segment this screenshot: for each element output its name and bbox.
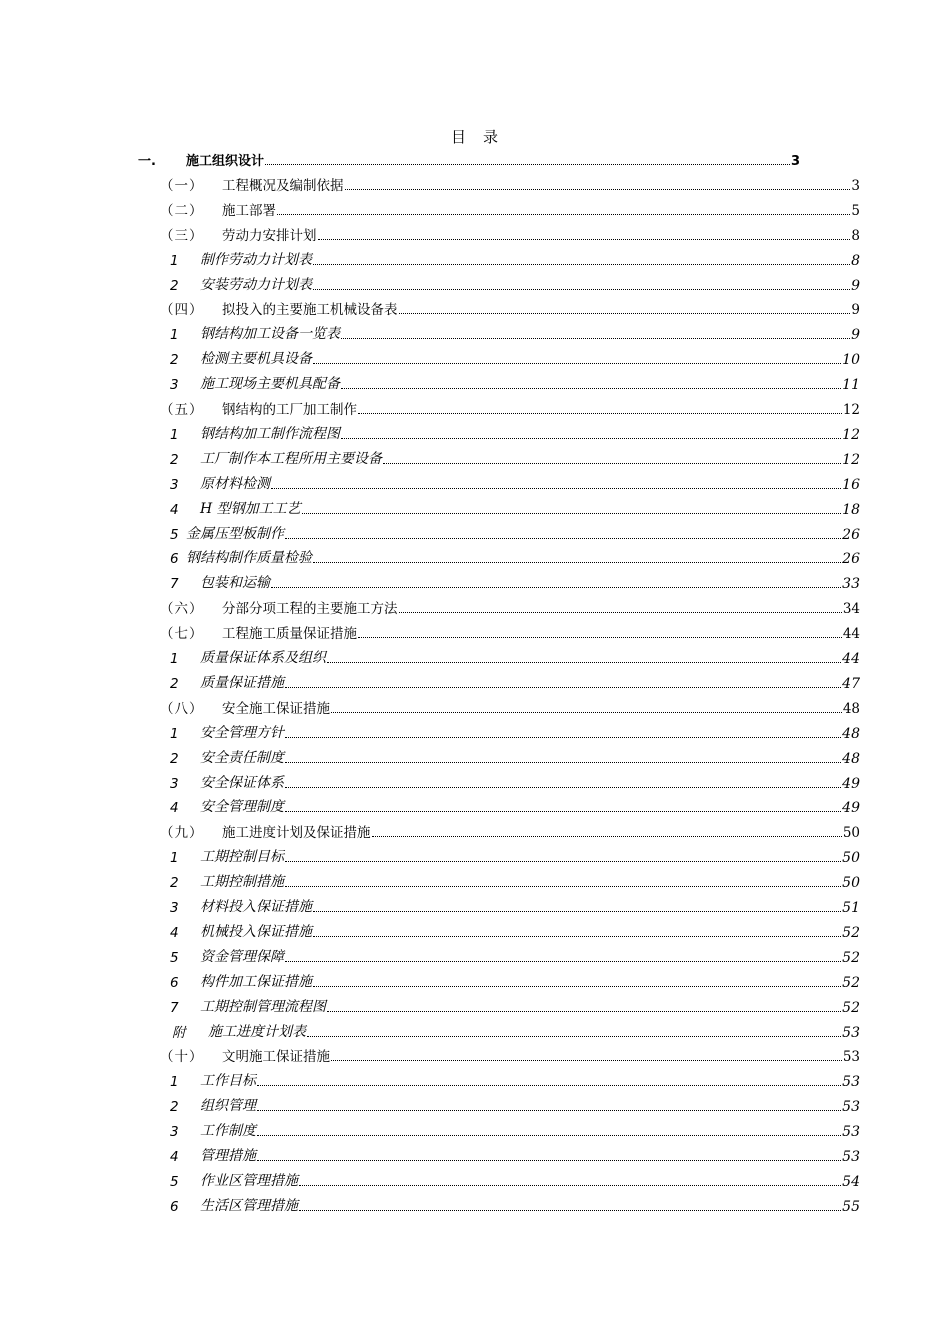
toc-entry-title: 金属压型板制作 [186,525,284,542]
dot-leader [285,811,841,812]
toc-entry-page-number: 34 [842,601,860,618]
toc-entry-number: 2 [170,451,179,468]
toc-entry-title: 拟投入的主要施工机械设备表 [222,302,398,319]
toc-entry-page-number: 12 [842,451,860,468]
toc-entry-title: 工作目标 [200,1073,256,1090]
dot-leader [358,413,842,414]
dot-leader [271,488,841,489]
toc-entry[interactable] [160,226,860,244]
toc-entry-number: 6 [170,974,179,991]
toc-entry[interactable] [160,599,860,617]
toc-entry-page-number: 55 [842,1198,860,1215]
toc-entry-number: 4 [170,924,179,941]
toc-entry[interactable] [170,251,860,269]
dot-leader [271,587,841,588]
toc-entry-page-number: 52 [842,974,860,991]
toc-entry-title: 施工现场主要机具配备 [200,376,340,393]
toc-entry-number: 7 [170,999,179,1016]
toc-entry-title: 包装和运输 [200,575,270,592]
dot-leader [299,1185,841,1186]
toc-entry-page-number: 53 [842,1099,860,1116]
toc-entry-title: 安全保证体系 [200,774,284,791]
toc-entry-page-number: 49 [842,775,860,792]
toc-entry[interactable] [170,325,860,343]
dot-leader [313,936,841,937]
dot-leader [302,513,842,514]
toc-entry-page-number: 48 [842,725,860,742]
toc-entry[interactable] [170,948,860,966]
dot-leader [257,1135,841,1136]
toc-entry-number: 2 [170,750,179,767]
toc-entry-title: 安全管理制度 [200,799,284,816]
toc-entry-page-number: 51 [842,900,860,916]
toc-entry[interactable] [170,425,860,443]
toc-entry[interactable] [170,450,860,468]
toc-entry-number: （五） [160,402,204,418]
toc-entry-title: 材料投入保证措施 [200,899,312,915]
toc-entry[interactable] [138,151,800,169]
toc-entry-page-number: 47 [842,675,860,692]
toc-entry-number: 1 [170,651,179,667]
toc-entry[interactable] [170,1122,860,1140]
toc-entry-number: 1 [170,725,179,742]
toc-entry-page-number: 5 [851,202,860,219]
toc-entry-page-number: 54 [842,1173,860,1190]
toc-entry-page-number: 12 [842,402,860,418]
toc-entry-page-number: 8 [851,252,860,269]
toc-entry-page-number: 44 [842,626,860,643]
dot-leader [318,239,851,240]
toc-entry-page-number: 12 [842,426,860,443]
toc-entry-title: 文明施工保证措施 [222,1049,330,1066]
toc-entry-title: 检测主要机具设备 [200,351,312,368]
dot-leader [327,1011,841,1012]
dot-leader [285,787,841,788]
toc-entry[interactable] [170,749,860,767]
dot-leader [313,363,841,364]
toc-entry-title: 组织管理 [200,1098,256,1115]
toc-entry-number: 附 [172,1024,186,1041]
toc-entry-number: 4 [170,501,179,518]
toc-entry-page-number: 44 [842,651,860,667]
dot-leader [257,1085,841,1086]
toc-entry-title: 施工进度计划表 [208,1023,306,1040]
dot-leader [341,338,850,339]
toc-entry-number: （一） [160,177,204,194]
toc-entry-page-number: 53 [842,1149,860,1165]
dot-leader [341,438,841,439]
toc-entry-number: 1 [170,426,179,443]
dot-leader [285,961,841,962]
toc-entry-title: 施工组织设计 [186,154,265,169]
toc-entry-number: （八） [160,700,204,717]
toc-entry[interactable] [170,848,860,866]
toc-entry-page-number: 52 [842,949,860,966]
toc-entry[interactable] [170,549,860,567]
dot-leader [285,687,841,688]
toc-entry-title: 质量保证体系及组织 [200,650,326,666]
dot-leader [277,214,850,215]
toc-entry-title: 工作制度 [200,1123,256,1140]
toc-entry-title: 安全管理方针 [200,724,284,741]
toc-entry-title: 钢结构制作质量检验 [186,550,312,567]
toc-entry-page-number: 53 [842,1074,860,1091]
toc-entry[interactable] [160,300,860,318]
toc-entry[interactable] [160,624,860,642]
toc-entry[interactable] [160,201,860,219]
toc-entry-page-number: 26 [842,551,860,568]
toc-entry-title: 质量保证措施 [200,674,284,691]
toc-entry-title: 劳动力安排计划 [222,227,317,244]
toc-entry-number: （十） [160,1049,204,1066]
toc-entry-page-number: 48 [842,750,860,767]
toc-entry-page-number: 52 [842,999,860,1016]
toc-entry[interactable] [160,699,860,717]
toc-entry[interactable] [170,1072,860,1090]
toc-entry-title: 工期控制措施 [200,874,284,891]
toc-entry[interactable] [170,798,860,816]
toc-entry-number: （二） [160,202,204,219]
toc-entry-number: 1 [170,1074,179,1091]
toc-entry-number: 6 [170,551,179,568]
toc-entry-number: 一. [138,154,156,169]
dot-leader [285,861,841,862]
dot-leader [345,189,851,190]
toc-entry[interactable] [170,475,860,493]
toc-entry-page-number: 9 [851,277,860,294]
toc-entry-title: 分部分项工程的主要施工方法 [222,601,398,618]
toc-entry-title: 作业区管理措施 [200,1172,298,1189]
toc-entry-page-number: 48 [842,700,860,717]
toc-entry-title: 构件加工保证措施 [200,973,312,990]
dot-leader [313,289,850,290]
toc-entry-number: 5 [170,949,179,966]
toc-entry-number: 2 [170,675,179,692]
dot-leader [331,1060,842,1061]
dot-leader [358,637,842,638]
toc-entry-page-number: 53 [842,1124,860,1141]
toc-entry-number: 2 [170,352,179,369]
dot-leader [372,836,842,837]
toc-entry[interactable] [170,1097,860,1115]
toc-entry-page-number: 49 [842,800,860,817]
toc-entry-page-number: 9 [851,327,860,344]
toc-entry-number: （九） [160,825,204,842]
toc-entry-page-number: 8 [851,227,860,244]
toc-entry-number: 5 [170,1173,179,1190]
toc-entry-number: （六） [160,601,204,618]
toc-entry[interactable] [170,500,860,518]
toc-entry-number: 2 [170,1099,179,1116]
toc-entry-page-number: 50 [842,825,860,842]
toc-entry-title: 管理措施 [200,1148,256,1164]
toc-entry-number: 3 [170,1124,179,1141]
dot-leader [399,313,851,314]
toc-entry[interactable] [170,1147,860,1165]
toc-entry[interactable] [160,400,860,418]
toc-entry[interactable] [170,973,860,991]
toc-entry-number: 3 [170,775,179,792]
dot-leader [313,986,841,987]
dot-leader [313,264,850,265]
toc-entry-number: 3 [170,900,179,916]
toc-entry[interactable] [170,649,860,667]
toc-entry[interactable] [170,923,860,941]
toc-entry-title: 原材料检测 [200,475,270,492]
toc-entry-title: 工期控制目标 [200,849,284,866]
toc-entry-title: 钢结构加工设备一览表 [200,326,340,343]
toc-entry-title: 钢结构的工厂加工制作 [222,402,357,418]
toc-entry[interactable] [170,873,860,891]
toc-entry-number: 3 [170,377,179,394]
toc-entry-number: 4 [170,800,179,817]
toc-entry-title: 工期控制管理流程图 [200,998,326,1015]
toc-entry[interactable] [170,525,860,543]
toc-entry[interactable] [170,998,860,1016]
toc-entry-page-number: 16 [842,476,860,493]
toc-entry-page-number: 52 [842,924,860,941]
toc-entry-page-number: 18 [842,501,860,518]
toc-entry-number: 2 [170,875,179,892]
toc-entry-page-number: 33 [842,576,860,593]
toc-entry-title: 工厂制作本工程所用主要设备 [200,450,382,467]
toc-entry-page-number: 53 [842,1024,860,1041]
toc-entry-title: 安全责任制度 [200,749,284,766]
toc-entry-number: 2 [170,277,179,294]
dot-leader [285,886,841,887]
dot-leader [285,737,841,738]
toc-entry-number: 5 [170,526,179,543]
toc-entry[interactable] [170,1172,860,1190]
toc-entry-number: （三） [160,227,204,244]
toc-entry-title: 生活区管理措施 [200,1197,298,1214]
toc-entry-page-number: 3 [851,177,860,194]
toc-entry[interactable] [172,1023,860,1041]
toc-entry[interactable] [170,276,860,294]
toc-entry-number: 1 [170,252,179,269]
toc-entry-number: 1 [170,327,179,344]
dot-leader [307,1036,841,1037]
toc-entry-page-number: 50 [842,850,860,867]
dot-leader [341,388,841,389]
toc-entry-page-number: 3 [790,154,800,169]
dot-leader [285,538,841,539]
toc-entry-number: 3 [170,476,179,493]
dot-leader [285,762,841,763]
toc-entry-title: H 型钢加工工艺 [200,500,301,517]
toc-entry[interactable] [170,375,860,393]
dot-leader [313,911,841,912]
dot-leader [399,612,842,613]
toc-entry-title: 制作劳动力计划表 [200,251,312,268]
dot-leader [299,1210,841,1211]
toc-entry-title: 工程施工质量保证措施 [222,626,357,643]
toc-entry[interactable] [160,823,860,841]
toc-entry-number: 7 [170,576,179,593]
toc-entry-number: （四） [160,302,204,319]
toc-entry-number: （七） [160,626,204,643]
toc-entry-title: 施工部署 [222,202,276,219]
toc-title: 目 录 [450,128,499,146]
toc-entry[interactable] [170,1197,860,1215]
toc-entry[interactable] [160,176,860,194]
toc-entry[interactable] [170,350,860,368]
toc-entry-page-number: 11 [842,377,860,394]
dot-leader [383,463,841,464]
toc-entry-title: 安装劳动力计划表 [200,276,312,293]
toc-entry-page-number: 50 [842,875,860,892]
toc-entry-title: 机械投入保证措施 [200,923,312,940]
toc-entry-page-number: 26 [842,526,860,543]
toc-entry-number: 6 [170,1198,179,1215]
toc-entry[interactable] [170,674,860,692]
toc-entry-page-number: 9 [851,302,860,319]
dot-leader [265,164,790,165]
dot-leader [257,1160,841,1161]
toc-entry-page-number: 10 [842,352,860,369]
toc-entry-title: 钢结构加工制作流程图 [200,425,340,442]
toc-entry[interactable] [160,1047,860,1065]
dot-leader [257,1110,841,1111]
dot-leader [331,712,842,713]
toc-entry-title: 工程概况及编制依据 [222,177,344,194]
dot-leader [327,662,841,663]
toc-entry[interactable] [170,898,860,916]
toc-entry-page-number: 53 [842,1049,860,1066]
toc-entry-title: 施工进度计划及保证措施 [222,825,371,842]
toc-entry-number: 1 [170,850,179,867]
toc-entry-title: 安全施工保证措施 [222,700,330,717]
toc-entry-title: 资金管理保障 [200,948,284,965]
toc-entry[interactable] [170,724,860,742]
toc-entry-number: 4 [170,1149,179,1165]
toc-entry[interactable] [170,574,860,592]
dot-leader [313,562,841,563]
toc-entry[interactable] [170,774,860,792]
